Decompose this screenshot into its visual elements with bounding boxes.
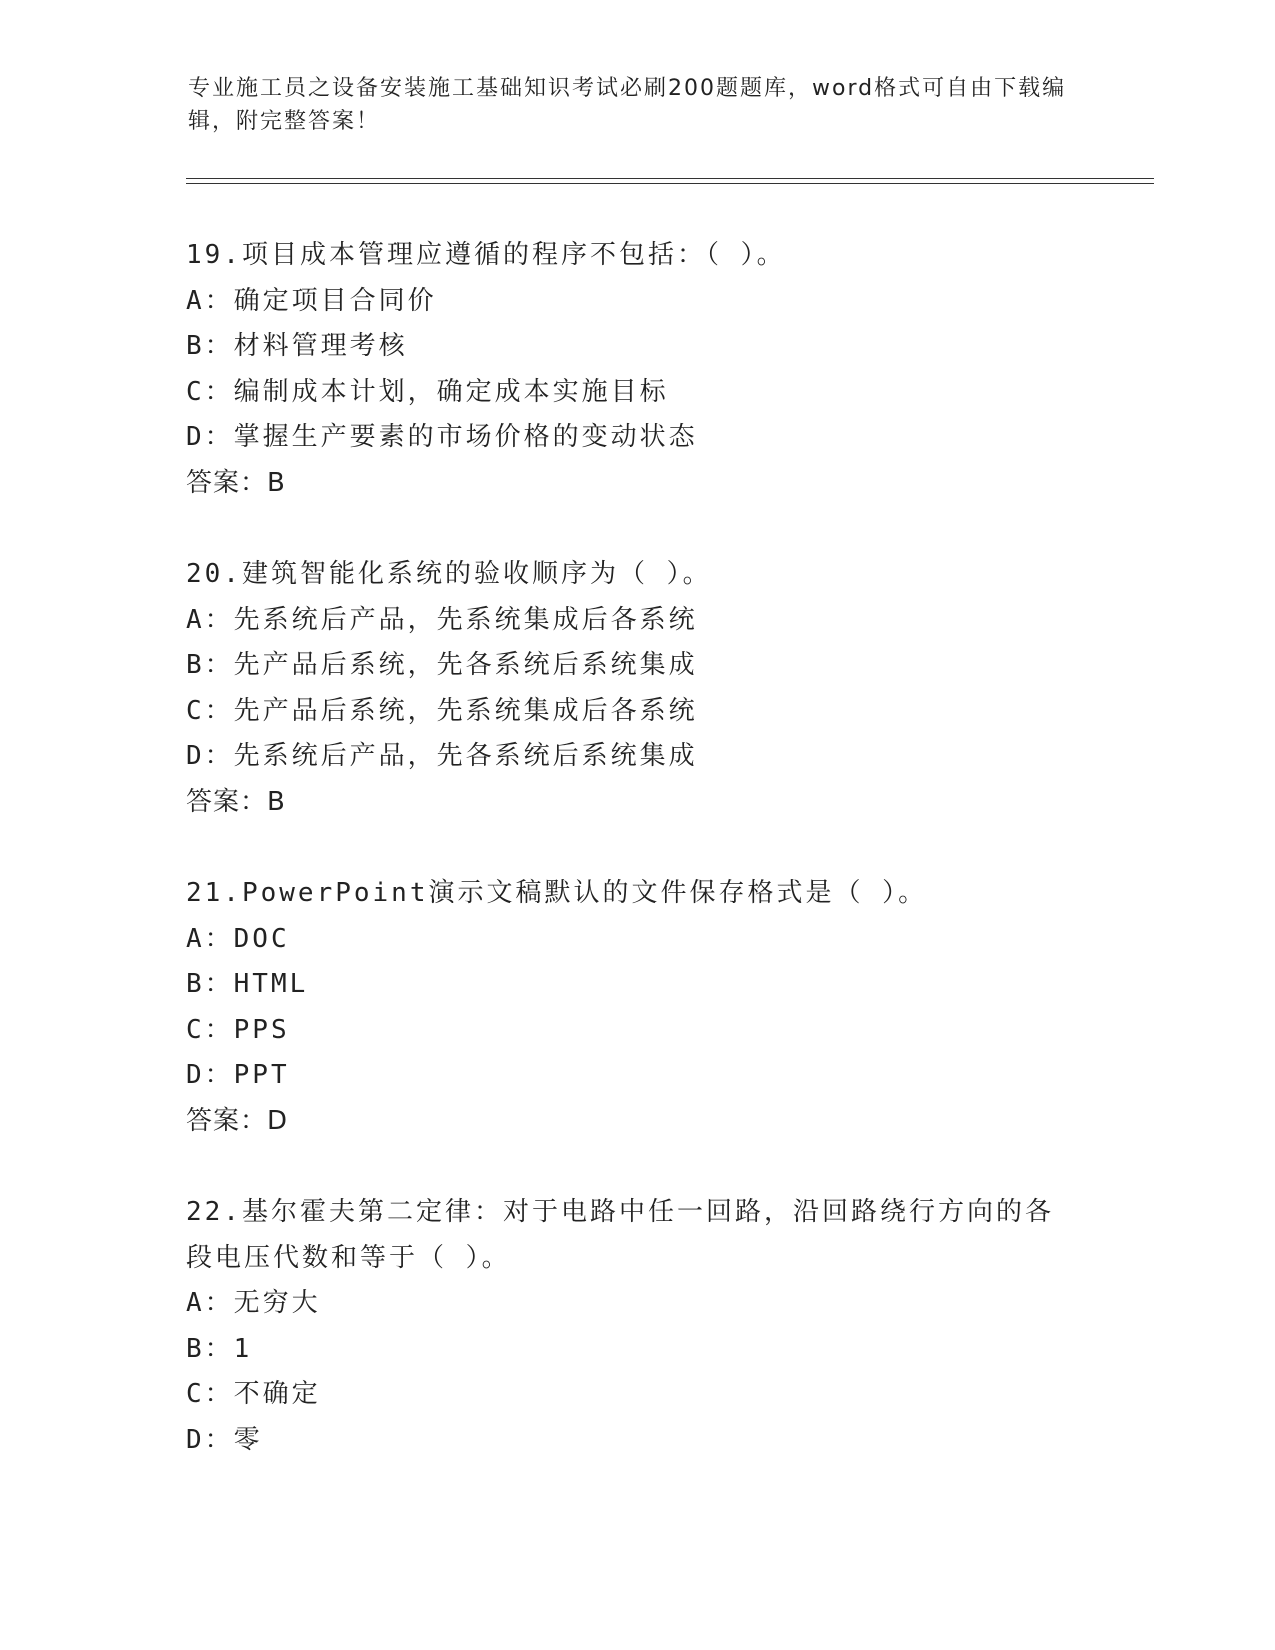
option-c: C：不确定 (186, 1379, 321, 1409)
question-21 (186, 871, 1086, 1144)
option-a: A：先系统后产品，先系统集成后各系统 (186, 604, 698, 635)
option-d: D：先系统后产品，先各系统后系统集成 (186, 741, 698, 771)
header-divider-top (186, 178, 1154, 179)
option-c: C：先产品后系统，先系统集成后各系统 (186, 695, 698, 726)
question-stem: 20.建筑智能化系统的验收顺序为（ ）。 (186, 559, 712, 589)
option-b: B：材料管理考核 (186, 331, 408, 361)
option-b: B：先产品后系统，先各系统后系统集成 (186, 650, 698, 680)
answer: 答案：D (186, 1105, 289, 1136)
question-22 (186, 1190, 1086, 1463)
option-a: A：确定项目合同价 (186, 285, 437, 316)
option-c: C：编制成本计划，确定成本实施目标 (186, 376, 669, 407)
question-20 (186, 552, 1086, 825)
answer: 答案：B (186, 786, 286, 817)
document-header: 专业施工员之设备安装施工基础知识考试必刷200题题库，word格式可自由下载编辑，附完整答案！ (188, 76, 1067, 134)
header-divider-bottom (186, 183, 1154, 184)
question-stem: 19.项目成本管理应遵循的程序不包括：（ ）。 (186, 240, 786, 270)
option-c: C：PPS (186, 1014, 290, 1045)
option-a: A：无穷大 (186, 1288, 321, 1318)
question-stem: 22.基尔霍夫第二定律：对于电路中任一回路，沿回路绕行方向的各段电压代数和等于（ ）。 (186, 1197, 1054, 1273)
option-a: A：DOC (186, 923, 290, 954)
option-d: D：零 (186, 1424, 263, 1455)
question-19 (186, 233, 1086, 506)
option-b: B：1 (186, 1333, 253, 1364)
option-d: D：PPT (186, 1060, 290, 1090)
answer: 答案：B (186, 467, 286, 498)
option-d: D：掌握生产要素的市场价格的变动状态 (186, 422, 698, 452)
option-b: B：HTML (186, 969, 309, 999)
question-stem: 21.PowerPoint演示文稿默认的文件保存格式是（ ）。 (186, 878, 928, 908)
